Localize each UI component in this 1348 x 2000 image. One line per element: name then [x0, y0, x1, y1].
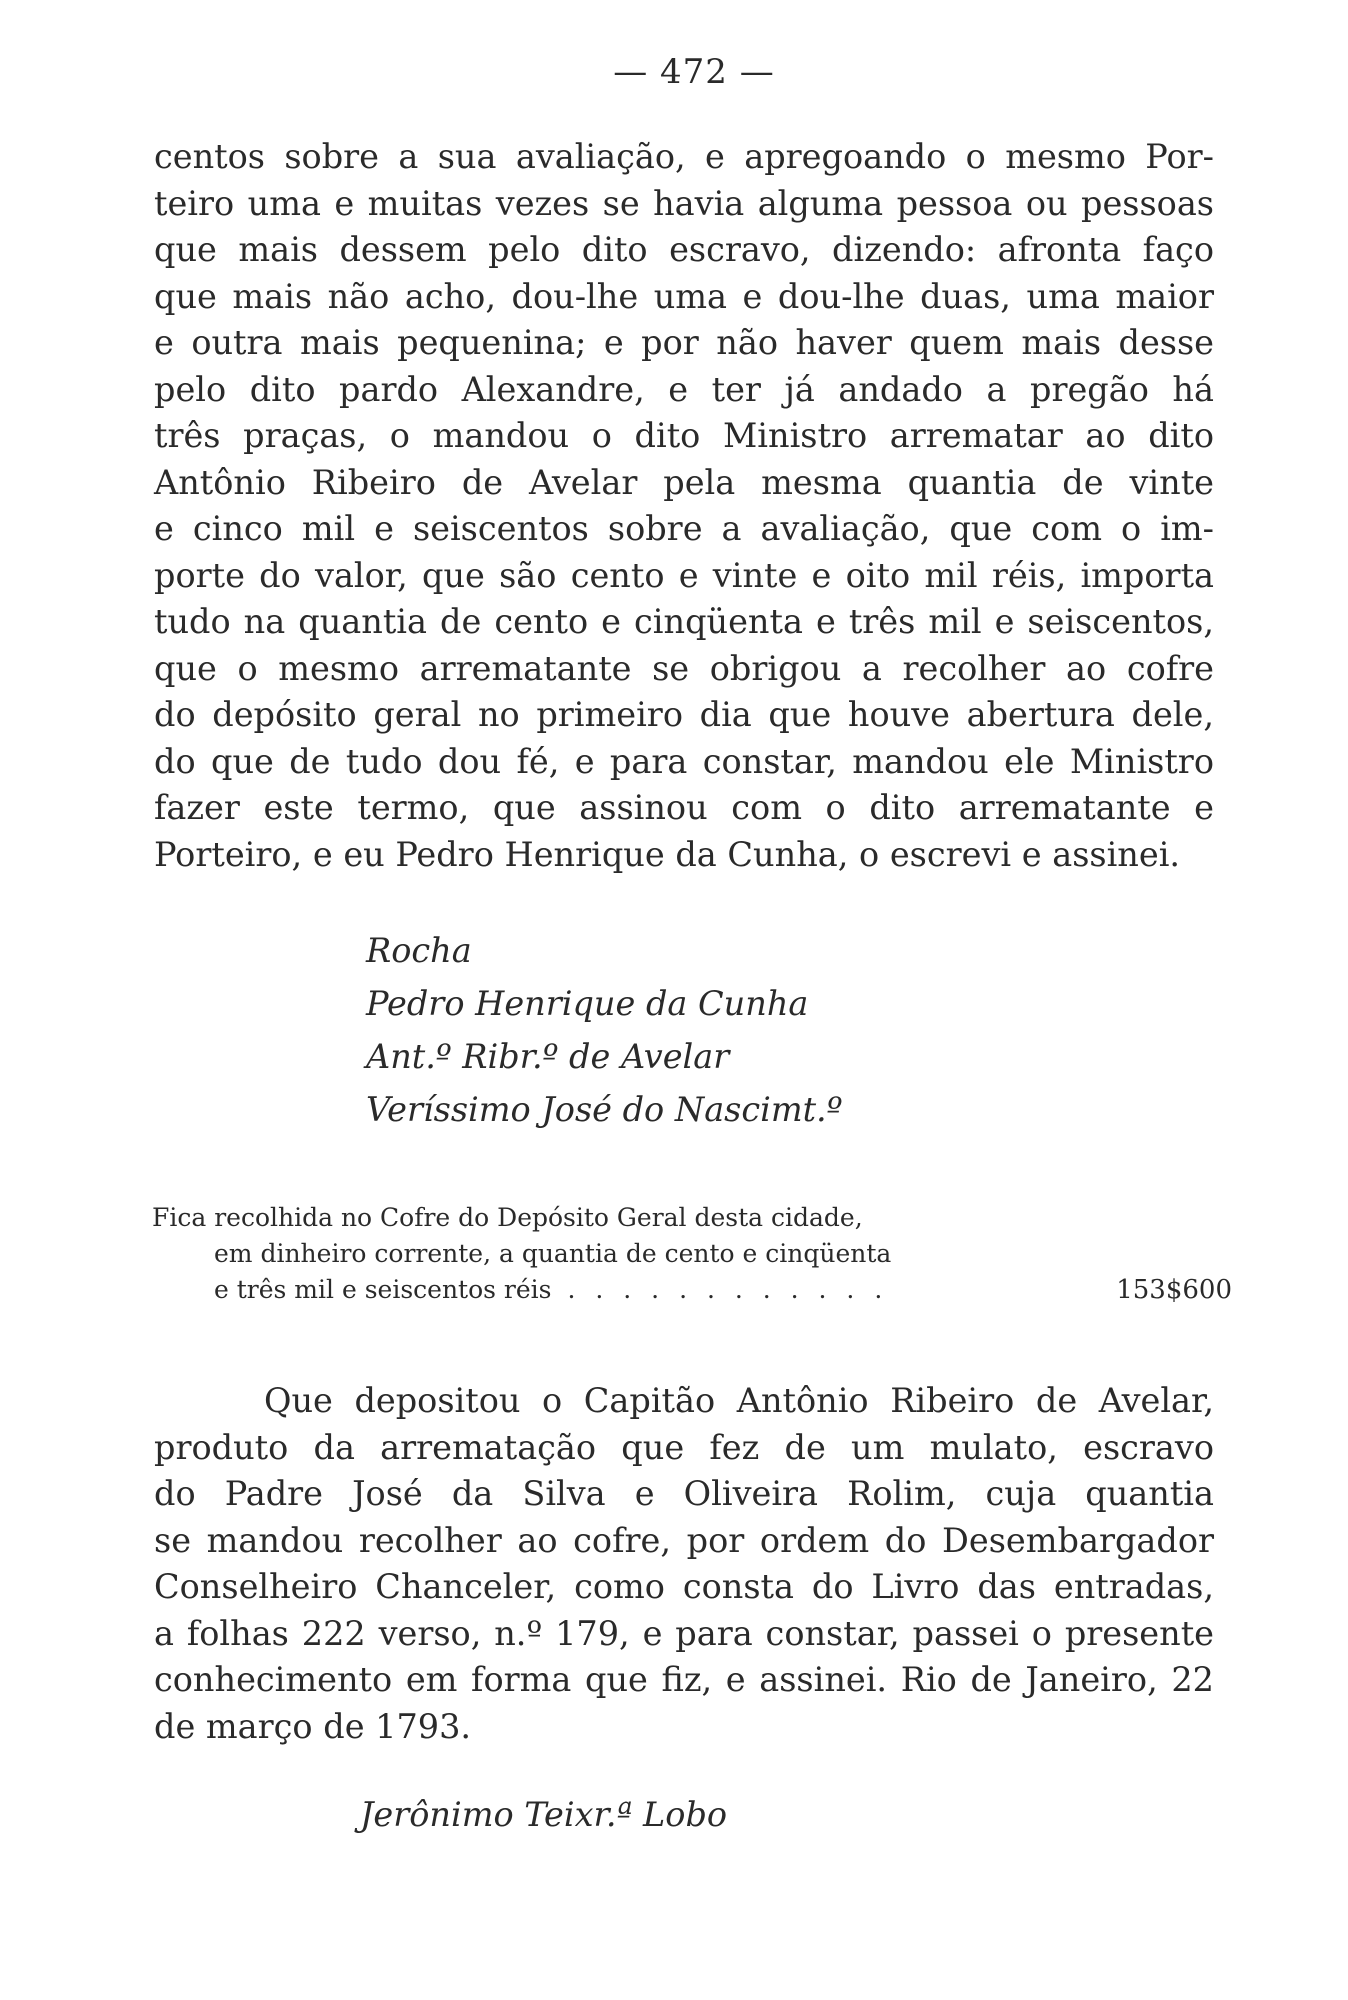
page-number: — 472 —	[613, 52, 775, 92]
text-line: que mais dessem pelo dito escravo, dizendo: afronta faço	[154, 230, 1214, 269]
deposit-paragraph	[154, 1378, 1214, 1750]
text-line: e cinco mil e seiscentos sobre a avaliação, que com o im-	[154, 509, 1214, 548]
text-line: teiro uma e muitas vezes se havia alguma pessoa ou pessoas	[154, 183, 1214, 223]
receipt-entry	[152, 1200, 1232, 1308]
text-line: porte do valor, que são cento e vinte e oito mil réis, importa	[154, 555, 1214, 595]
receipt-line: e três mil e seiscentos réis	[214, 1275, 552, 1304]
receipt-line: Fica recolhida no Cofre do Depósito Geral desta cidade,	[152, 1203, 863, 1232]
main-paragraph	[154, 134, 1214, 878]
text-line: pelo dito pardo Alexandre, e ter já andado a pregão há	[154, 369, 1214, 409]
text-line: fazer este termo, que assinou com o dito arrematante e	[154, 788, 1214, 827]
signature-verissimo: Veríssimo José do Nascimt.º	[366, 1090, 843, 1129]
text-line: Que depositou o Capitão Antônio Ribeiro de Avelar,	[264, 1381, 1214, 1420]
text-line: do depósito geral no primeiro dia que houve abertura dele,	[154, 695, 1214, 734]
signature-jeronimo: Jerônimo Teixr.ª Lobo	[360, 1795, 728, 1834]
signature-block	[366, 924, 1066, 1136]
receipt-amount: 153$600	[1116, 1275, 1232, 1305]
signature-rocha: Rocha	[366, 931, 472, 970]
text-line: produto da arrematação que fez de um mulato, escravo	[154, 1427, 1214, 1467]
text-line: do que de tudo dou fé, e para constar, mandou ele Ministro	[154, 741, 1214, 781]
signature-pedro-henrique: Pedro Henrique da Cunha	[366, 984, 809, 1023]
text-line: de março de 1793.	[154, 1706, 472, 1746]
text-line: Conselheiro Chanceler, como consta do Livro das entradas,	[154, 1567, 1214, 1606]
text-line: e outra mais pequenina; e por não haver quem mais desse	[154, 323, 1214, 362]
leader-dots: . . . . . . . . . . . .	[567, 1275, 889, 1304]
text-line: que o mesmo arrematante se obrigou a recolher ao cofre	[154, 648, 1214, 688]
text-line: a folhas 222 verso, n.º 179, e para constar, passei o presente	[154, 1613, 1214, 1653]
text-line: conhecimento em forma que fiz, e assinei. Rio de Janeiro, 22	[154, 1660, 1214, 1699]
signature-antonio-ribeiro: Ant.º Ribr.º de Avelar	[366, 1037, 730, 1076]
receipt-line: em dinheiro corrente, a quantia de cento e cinqüenta	[214, 1239, 892, 1268]
text-line: três praças, o mandou o dito Ministro arrematar ao dito	[154, 416, 1214, 455]
text-line: centos sobre a sua avaliação, e apregoando o mesmo Por-	[154, 137, 1214, 176]
text-line: que mais não acho, dou-lhe uma e dou-lhe duas, uma maior	[154, 276, 1214, 316]
text-line: Porteiro, e eu Pedro Henrique da Cunha, o escrevi e assinei.	[154, 834, 1181, 874]
text-line: tudo na quantia de cento e cinqüenta e três mil e seiscentos,	[154, 602, 1214, 641]
text-line: Antônio Ribeiro de Avelar pela mesma quantia de vinte	[154, 462, 1214, 502]
text-line: se mandou recolher ao cofre, por ordem do Desembargador	[154, 1520, 1214, 1560]
text-line: do Padre José da Silva e Oliveira Rolim, cuja quantia	[154, 1474, 1214, 1513]
receipt-total-line	[152, 1272, 1232, 1308]
